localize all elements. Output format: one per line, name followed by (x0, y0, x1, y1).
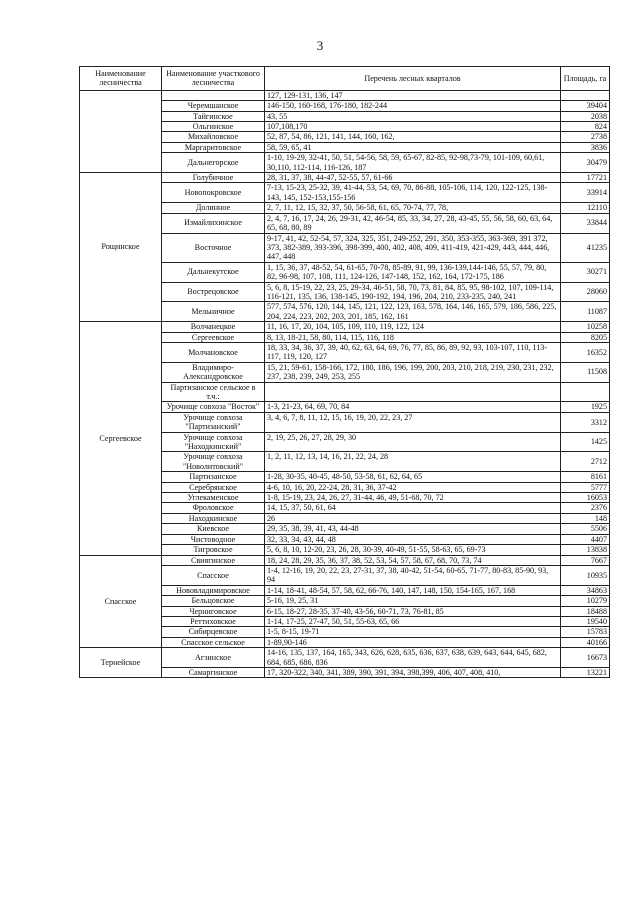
area-cell (561, 382, 610, 402)
quarters-cell: 28, 31, 37, 38, 44-47, 52-55, 57, 61-66 (265, 173, 561, 183)
table-row (80, 322, 610, 332)
subdivision-cell: Свиягинское (162, 555, 265, 565)
quarters-cell: 14-16, 135, 137, 164, 165, 343, 626, 628, 635, 636, 637, 638, 639, 643, 644, 645, 682, 684, 685, 686, 836 (265, 648, 561, 668)
subdivision-cell: Спасское сельское (162, 637, 265, 647)
area-cell (561, 90, 610, 100)
quarters-cell: 2, 4, 7, 16, 17, 24, 26, 29-31, 42, 46-54, 85, 33, 34, 27, 28, 43-45, 55, 56, 58, 60, 63, 64, 65, 68, 80, 89 (265, 213, 561, 233)
quarters-cell: 17, 320-322, 340, 341, 389, 390, 391, 394, 398,399, 406, 407, 408, 410, (265, 667, 561, 677)
area-cell: 16673 (561, 648, 610, 668)
quarters-cell: 2, 19, 25, 26, 27, 28, 29, 30 (265, 432, 561, 452)
quarters-cell: 11, 16, 17, 20, 104, 105, 109, 110, 119, 122, 124 (265, 322, 561, 332)
subdivision-cell: Спасское (162, 565, 265, 585)
lesnichestvo-cell: Рощинское (80, 173, 162, 322)
table-row (80, 555, 610, 565)
area-cell: 16053 (561, 493, 610, 503)
subdivision-cell: Сибирцевское (162, 627, 265, 637)
area-cell: 28060 (561, 282, 610, 302)
page-number: 3 (316, 38, 324, 53)
subdivision-cell: Маргаритовское (162, 142, 265, 152)
quarters-cell: 4-6, 10, 16, 20, 22-24, 28, 31, 36, 37-42 (265, 482, 561, 492)
area-cell: 2038 (561, 111, 610, 121)
subdivision-cell: Чистоводное (162, 534, 265, 544)
subdivision-cell (162, 90, 265, 100)
subdivision-cell: Нововладимировское (162, 585, 265, 595)
area-cell: 5506 (561, 524, 610, 534)
area-cell: 33914 (561, 183, 610, 203)
lesnichestvo-cell: Тернейское (80, 648, 162, 678)
subdivision-cell: Агзинское (162, 648, 265, 668)
area-cell: 33844 (561, 213, 610, 233)
lesnichestvo-cell: Сергеевское (80, 322, 162, 555)
quarters-cell: 1-10, 19-29, 32-41, 50, 51, 54-56, 58, 59, 65-67, 82-85, 92-98,73-79, 101-109, 60,61, 30,110, 112-114, 116-126, 187 (265, 153, 561, 173)
area-cell: 13838 (561, 545, 610, 555)
subdivision-cell: Михайловское (162, 132, 265, 142)
subdivision-cell: Киевское (162, 524, 265, 534)
subdivision-cell: Владимиро-Александровское (162, 362, 265, 382)
table-row (80, 648, 610, 668)
subdivision-cell: Урочище совхоза "Новолитовский" (162, 452, 265, 472)
area-cell: 30479 (561, 153, 610, 173)
quarters-cell: 1, 2, 11, 12, 13, 14, 16, 21, 22, 24, 28 (265, 452, 561, 472)
quarters-cell: 146-150, 160-168, 176-180, 182-244 (265, 101, 561, 111)
quarters-cell: 29, 35, 38, 39, 41, 43, 44-48 (265, 524, 561, 534)
area-cell: 3312 (561, 412, 610, 432)
quarters-cell: 1-14, 18-41, 48-54, 57, 58, 62, 66-76, 140, 147, 148, 150, 154-165, 167, 168 (265, 585, 561, 595)
table-header-row (80, 67, 610, 91)
area-cell: 19540 (561, 616, 610, 626)
quarters-cell: 5, 6, 8, 15-19, 22, 23, 25, 29-34, 46-51, 58, 70, 73, 81, 84, 85, 95, 98-102, 107, 109-114, 116-121, 135, 136, 138-145, 190-192, 194, 196, 204, 210, 233-235, 240, 241 (265, 282, 561, 302)
quarters-cell: 18, 24, 28, 29, 35, 36, 37, 38, 52, 53, 54, 57, 58, 67, 68, 70, 73, 74 (265, 555, 561, 565)
subdivision-cell: Самаргинское (162, 667, 265, 677)
quarters-cell: 5, 6, 8, 10, 12-20, 23, 26, 28, 30-39, 40-49, 51-55, 58-63, 65, 69-73 (265, 545, 561, 555)
quarters-cell: 1-3, 21-23, 64, 69, 70, 84 (265, 402, 561, 412)
quarters-cell: 9-17, 41, 42, 52-54, 57, 324, 325, 351, 249-252, 291, 350, 353-355, 363-369, 391 372, 373, 382-389, 393-396, 398-399, 400, 402, 408, 409, 411-419, 421-429, 443, 444, 446, 447, 448 (265, 233, 561, 262)
area-cell: 10258 (561, 322, 610, 332)
subdivision-cell: Мельничное (162, 302, 265, 322)
area-cell: 1425 (561, 432, 610, 452)
quarters-cell: 14, 15, 37, 50, 61, 64 (265, 503, 561, 513)
quarters-cell: 7-13, 15-23, 25-32, 39, 41-44, 53, 54, 69, 70, 86-88, 105-106, 114, 120, 122-125, 138-143, 145, 152-153,155-156 (265, 183, 561, 203)
quarters-cell: 32, 33, 34, 43, 44, 48 (265, 534, 561, 544)
area-cell: 2376 (561, 503, 610, 513)
quarters-cell: 58, 59, 65, 41 (265, 142, 561, 152)
subdivision-cell: Урочище совхоза "Находкинский" (162, 432, 265, 452)
area-cell: 4407 (561, 534, 610, 544)
quarters-cell: 107,108,170 (265, 122, 561, 132)
subdivision-cell: Измайлихинское (162, 213, 265, 233)
subdivision-cell: Дальнекутское (162, 262, 265, 282)
quarters-cell: 1-4, 12-16, 19, 20, 22, 23, 27-31, 37, 38, 40-42, 51-54, 60-65, 71-77, 80-83, 85-90, 93, 94 (265, 565, 561, 585)
subdivision-cell: Партизанское сельское в т.ч.: (162, 382, 265, 402)
area-cell: 40166 (561, 637, 610, 647)
area-cell: 7667 (561, 555, 610, 565)
quarters-cell: 1-89,90-146 (265, 637, 561, 647)
quarters-cell: 18, 33, 34, 36, 37, 39, 40, 62, 63, 64, 69, 76, 77, 85, 86, 89, 92, 93, 103-107, 110, 113-117, 119, 120, 127 (265, 342, 561, 362)
subdivision-cell: Тайгинское (162, 111, 265, 121)
subdivision-cell: Серебрянское (162, 482, 265, 492)
area-cell: 1925 (561, 402, 610, 412)
area-cell: 41235 (561, 233, 610, 262)
area-cell: 17721 (561, 173, 610, 183)
lesnichestvo-cell: Спасское (80, 555, 162, 648)
quarters-cell: 3, 4, 6, 7, 8, 11, 12, 15, 16, 19, 20, 22, 23, 27 (265, 412, 561, 432)
area-cell: 11087 (561, 302, 610, 322)
table-row (80, 173, 610, 183)
quarters-cell: 15, 21, 59-61, 158-166, 172, 180, 186, 196, 199, 200, 203, 210, 218, 219, 230, 231, 232, 237, 238, 239, 249, 253, 255 (265, 362, 561, 382)
area-cell: 30271 (561, 262, 610, 282)
area-cell: 16352 (561, 342, 610, 362)
subdivision-cell: Дальнегорское (162, 153, 265, 173)
subdivision-cell: Тигровское (162, 545, 265, 555)
table-body (80, 90, 610, 678)
subdivision-cell: Черниговское (162, 606, 265, 616)
area-cell: 8205 (561, 332, 610, 342)
header-quarters: Перечень лесных кварталов (265, 67, 561, 91)
subdivision-cell: Урочище совхоза "Восток" (162, 402, 265, 412)
area-cell: 2738 (561, 132, 610, 142)
area-cell: 2712 (561, 452, 610, 472)
lesnichestvo-cell (80, 90, 162, 172)
subdivision-cell: Фроловское (162, 503, 265, 513)
header-subdivision: Наименование участкового лесничества (162, 67, 265, 91)
subdivision-cell: Ольгинское (162, 122, 265, 132)
area-cell: 10935 (561, 565, 610, 585)
area-cell: 39404 (561, 101, 610, 111)
quarters-cell: 6-15, 18-27, 28-35, 37-40, 43-56, 60-71, 73, 76-81, 85 (265, 606, 561, 616)
subdivision-cell: Голубичное (162, 173, 265, 183)
subdivision-cell: Урочище совхоза "Партизанский" (162, 412, 265, 432)
area-cell: 34863 (561, 585, 610, 595)
header-area: Площадь, га (561, 67, 610, 91)
area-cell: 148 (561, 513, 610, 523)
area-cell: 12110 (561, 203, 610, 213)
table-row (80, 90, 610, 100)
quarters-cell: 1, 15, 36, 37, 48-52, 54, 61-65, 70-78, 85-89, 91, 99, 136-139,144-146, 55, 57, 79, 80, 82, 96-98, 107, 108, 111, 124-126, 147-148, 152, 162, 164, 172-175, 186 (265, 262, 561, 282)
quarters-cell: 8, 13, 18-21, 58, 80, 114, 115, 116, 118 (265, 332, 561, 342)
subdivision-cell: Находкинское (162, 513, 265, 523)
quarters-cell: 1-8, 15-19, 23, 24, 26, 27, 31-44, 46, 49, 51-68, 70, 72 (265, 493, 561, 503)
quarters-cell: 1-14, 17-25, 27-47, 50, 51, 55-63, 65, 66 (265, 616, 561, 626)
subdivision-cell: Долинное (162, 203, 265, 213)
header-lesnichestvo: Наименование лесничества (80, 67, 162, 91)
subdivision-cell: Новопокровское (162, 183, 265, 203)
subdivision-cell: Сергеевское (162, 332, 265, 342)
quarters-cell: 577, 574, 576, 120, 144, 145, 121, 122, 123, 163, 578, 164, 146, 165, 579, 186, 586, 225, 204, 224, 223, 202, 203, 201, 185, 162, 161 (265, 302, 561, 322)
subdivision-cell: Черемшанское (162, 101, 265, 111)
area-cell: 15783 (561, 627, 610, 637)
quarters-cell: 43, 55 (265, 111, 561, 121)
quarters-cell (265, 382, 561, 402)
quarters-cell: 127, 129-131, 136, 147 (265, 90, 561, 100)
area-cell: 8161 (561, 472, 610, 482)
quarters-cell: 1-5, 8-15, 19-71 (265, 627, 561, 637)
subdivision-cell: Бельцовское (162, 596, 265, 606)
subdivision-cell: Реттиховское (162, 616, 265, 626)
area-cell: 3836 (561, 142, 610, 152)
area-cell: 13221 (561, 667, 610, 677)
subdivision-cell: Волчанецкое (162, 322, 265, 332)
subdivision-cell: Восточное (162, 233, 265, 262)
subdivision-cell: Углекаменское (162, 493, 265, 503)
area-cell: 18488 (561, 606, 610, 616)
quarters-cell: 26 (265, 513, 561, 523)
subdivision-cell: Партизанское (162, 472, 265, 482)
area-cell: 11508 (561, 362, 610, 382)
subdivision-cell: Молчановское (162, 342, 265, 362)
area-cell: 824 (561, 122, 610, 132)
subdivision-cell: Вострецовское (162, 282, 265, 302)
forest-quarters-table (79, 66, 610, 678)
quarters-cell: 5-16, 19, 25, 31 (265, 596, 561, 606)
area-cell: 10279 (561, 596, 610, 606)
quarters-cell: 1-28, 30-35, 40-45, 48-50, 53-58, 61, 62, 64, 65 (265, 472, 561, 482)
quarters-cell: 52, 87, 54, 86, 121, 141, 144, 160, 162, (265, 132, 561, 142)
quarters-cell: 2, 7, 11, 12, 15, 32, 37, 50, 56-58, 61, 65, 70-74, 77, 78, (265, 203, 561, 213)
area-cell: 5777 (561, 482, 610, 492)
